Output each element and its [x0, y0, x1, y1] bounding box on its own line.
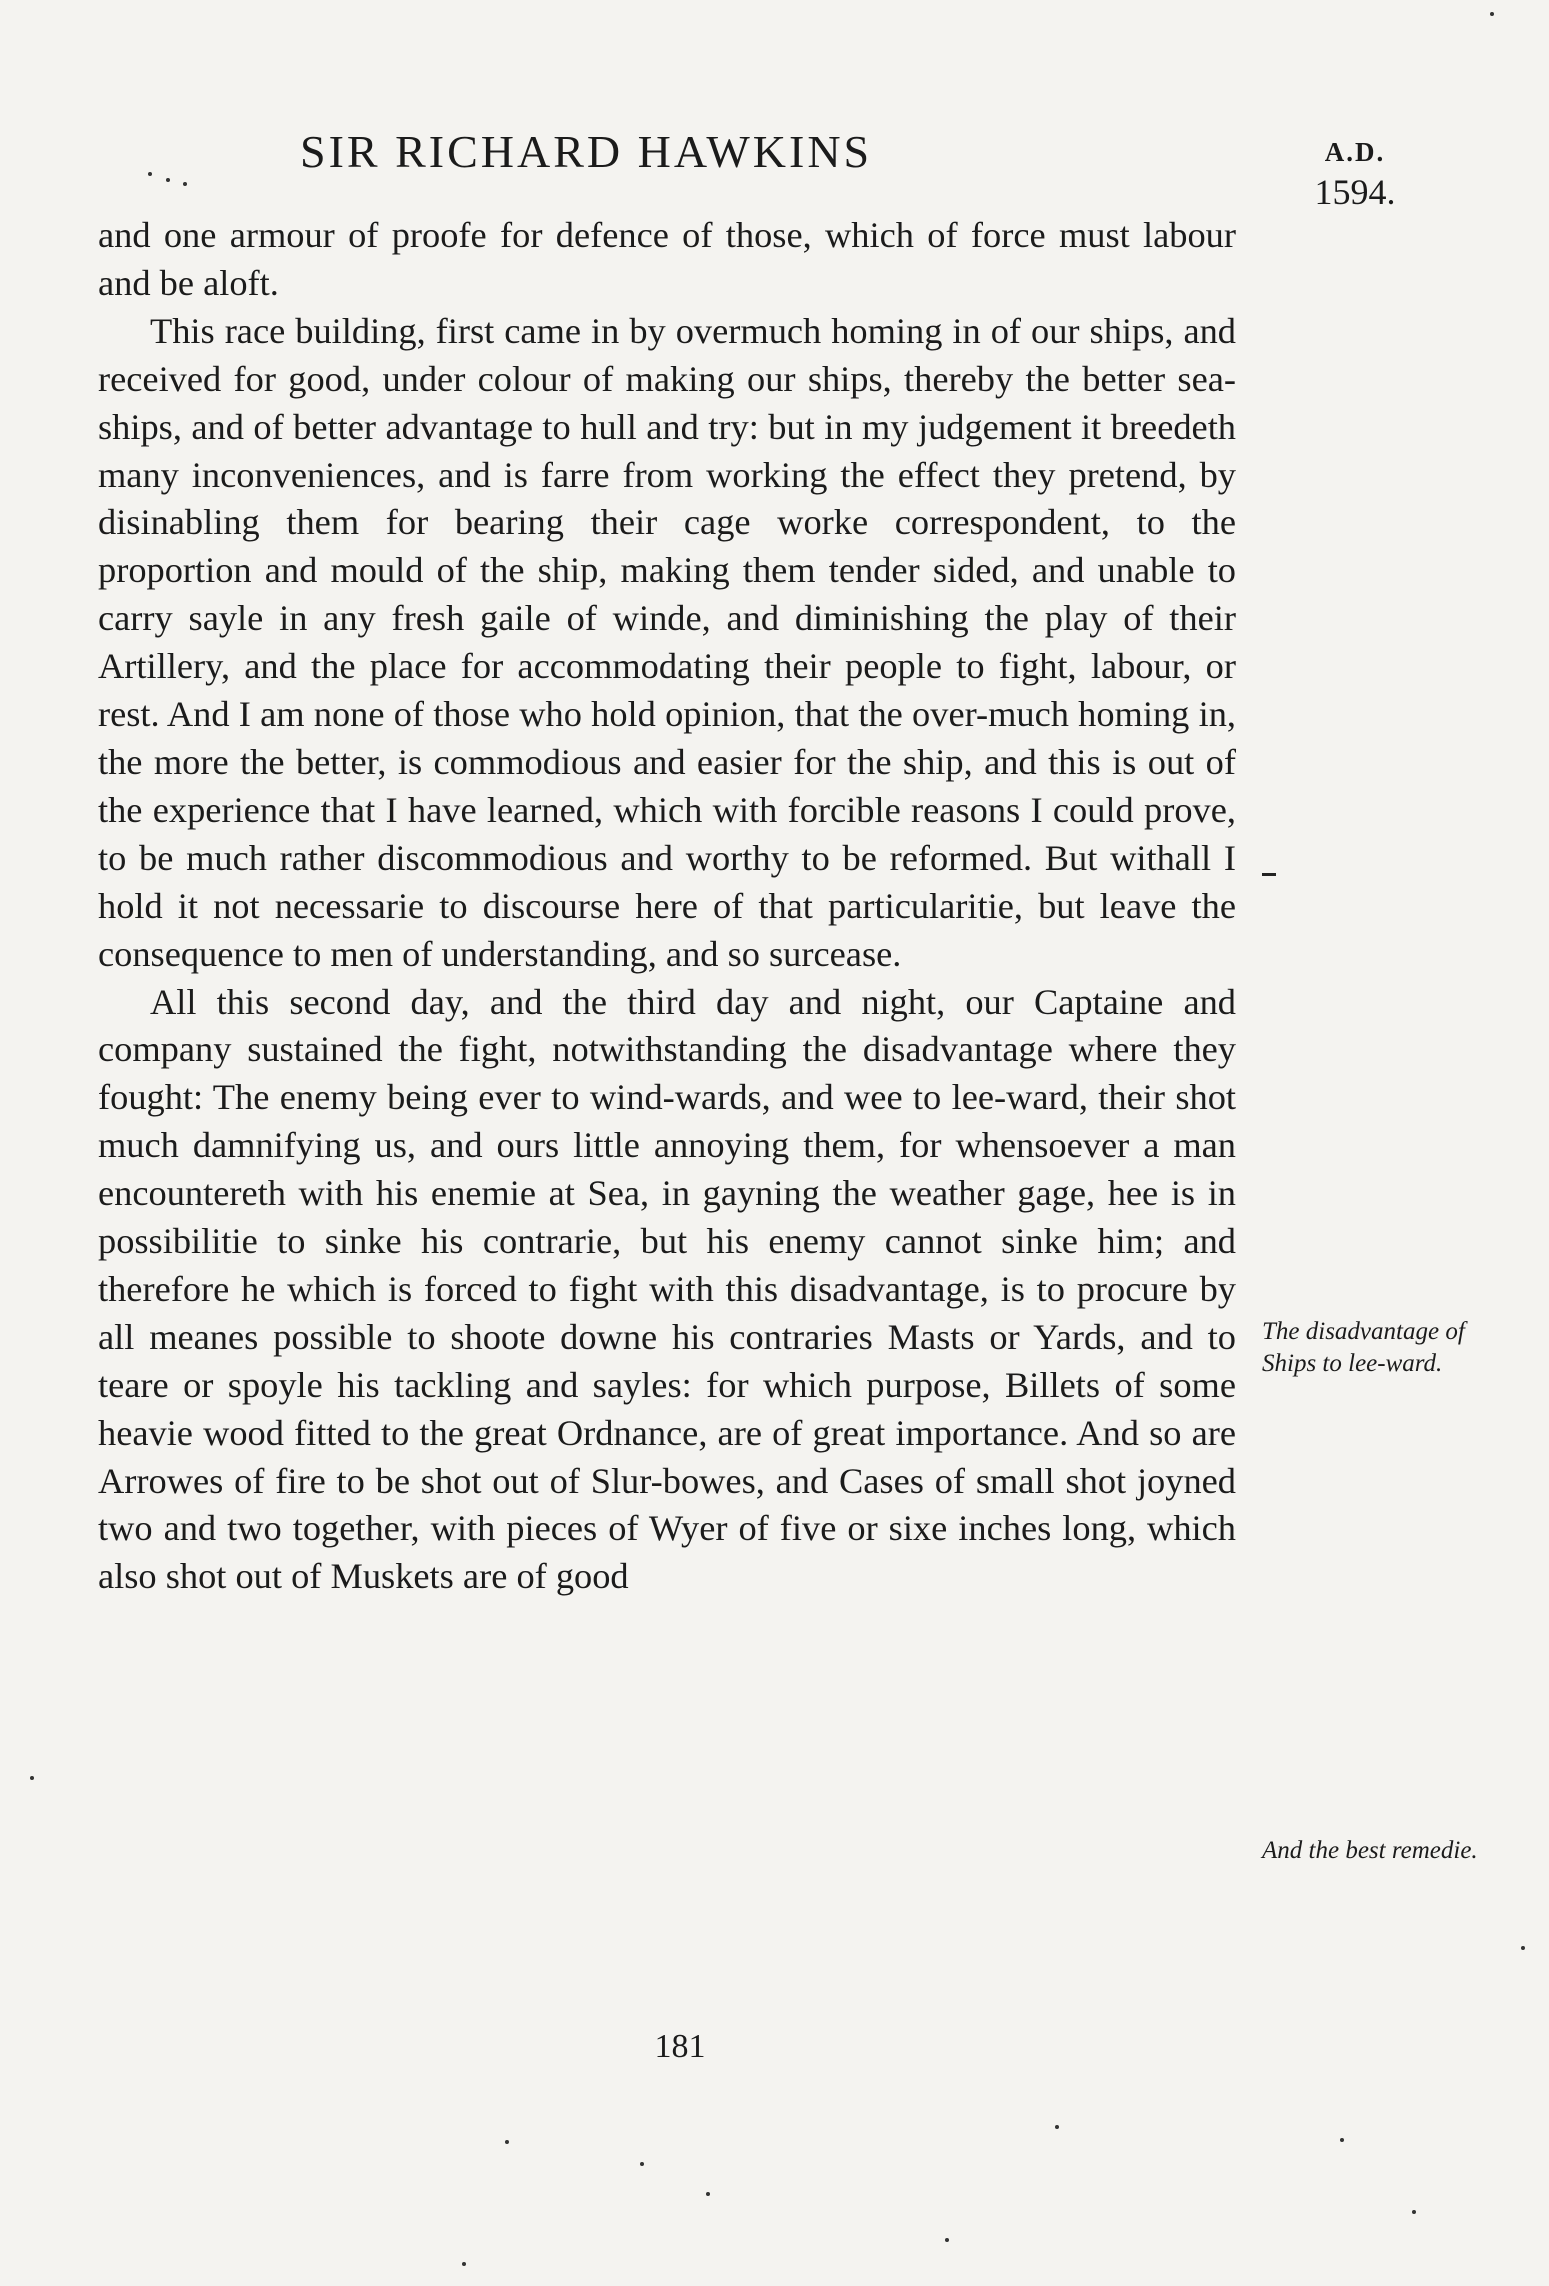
scan-speck	[183, 182, 187, 186]
body-text	[98, 212, 1236, 1601]
scan-speck	[1412, 2210, 1416, 2214]
running-header-title: SIR RICHARD HAWKINS	[300, 126, 873, 177]
paragraph-2: This race building, first came in by overmuch homing in of our ships, and received for good, under colour of making our ships, thereby the better sea-ships, and of better advantage to hull and try: but in my judgement it breedeth many inconveniences, and is farre from working the effect they pretend, by disinabling them for bearing their cage worke correspondent, to the proportion and mould of the ship, making them tender sided, and unable to carry sayle in any fresh gaile of winde, and diminishing the play of their Artillery, and the place for accommodating their people to fight, labour, or rest. And I am none of those who hold opinion, that the over-much homing in, the more the better, is commodious and easier for the ship, and this is out of the experience that I have learned, which with forcible reasons I could prove, to be much rather discommodious and worthy to be reformed. But withall I hold it not necessarie to discourse here of that particularitie, but leave the consequence to men of understanding, and so surcease.	[98, 310, 1236, 974]
pen-mark	[1262, 873, 1276, 876]
scan-speck	[30, 1776, 34, 1780]
page-number: 181	[654, 2028, 706, 2065]
year-label: 1594.	[1314, 171, 1396, 212]
era-label: A.D.	[1324, 137, 1386, 167]
date-sidenote	[1300, 136, 1410, 215]
scan-speck	[1055, 2125, 1059, 2129]
scan-speck	[505, 2140, 509, 2144]
scan-speck	[1340, 2138, 1344, 2142]
scan-speck	[1521, 1946, 1525, 1950]
paragraph-1: and one armour of proofe for defence of those, which of force must labour and be aloft.	[98, 215, 1236, 303]
scan-speck	[1490, 12, 1494, 16]
scan-speck	[640, 2162, 644, 2166]
scan-speck	[462, 2262, 466, 2266]
margin-note-disadvantage: The disadvantage of Ships to lee-ward.	[1262, 1318, 1465, 1377]
scan-speck	[945, 2238, 949, 2242]
scan-speck	[148, 172, 152, 176]
paragraph-3: All this second day, and the third day and night, our Captaine and company sustained the fight, notwithstanding the disadvantage where they fought: The enemy being ever to wind-wards, and wee to lee-ward, their shot much damnifying us, and ours little annoying them, for whensoever a man encountereth with his enemie at Sea, in gayning the weather gage, hee is in possibilitie to sinke his contrarie, but his enemy cannot sinke him; and therefore he which is forced to fight with this disadvantage, is to procure by all meanes possible to shoote downe his contraries Masts or Yards, and to teare or spoyle his tackling and sayles: for which purpose, Billets of some heavie wood fitted to the great Ordnance, are of great importance. And so are Arrowes of fire to be shot out of Slur-bowes, and Cases of small shot joyned two and two together, with pieces of Wyer of five or sixe inches long, which also shot out of Muskets are of good	[98, 981, 1236, 1597]
scan-speck	[706, 2192, 710, 2196]
margin-note-remedy: And the best remedie.	[1262, 1837, 1478, 1864]
scan-speck	[166, 178, 170, 182]
